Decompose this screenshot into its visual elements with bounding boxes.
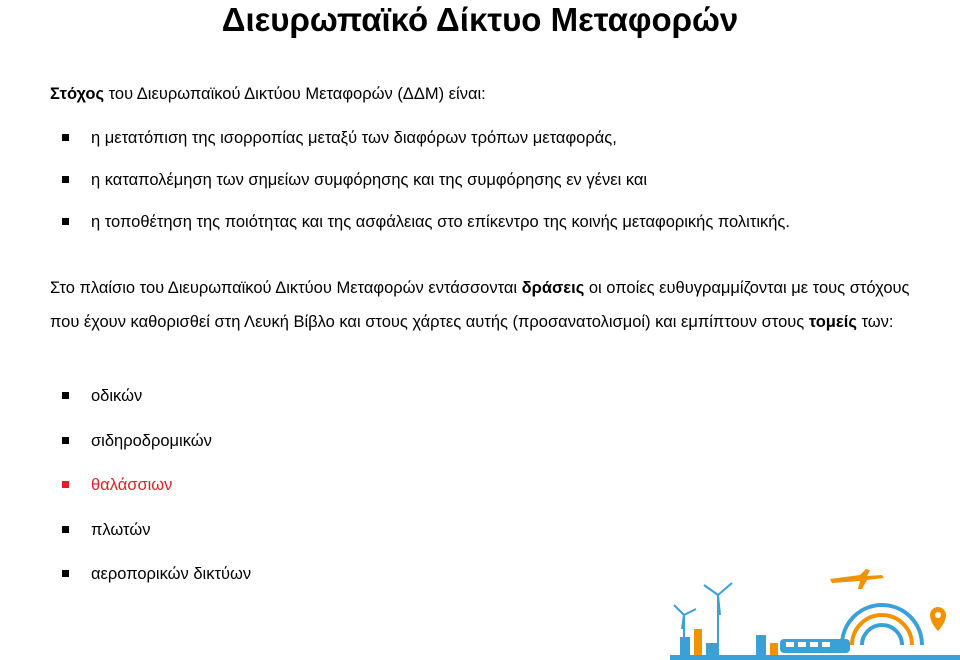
sector-label: σιδηροδρομικών (91, 431, 212, 450)
goal-item (62, 166, 822, 195)
square-bullet-icon (62, 392, 69, 399)
intro-line (50, 82, 486, 106)
train-icon (780, 639, 850, 653)
square-bullet-icon (62, 481, 69, 488)
square-bullet-icon (62, 176, 69, 183)
square-bullet-icon (62, 570, 69, 577)
sector-item-road (62, 382, 251, 411)
actions-paragraph (50, 271, 910, 339)
paragraph-part2: οι οποίες ευθυγραμμίζονται με τους στόχους που έχουν καθορισθεί στη Λευκή Βίβλο και στους χάρτες αυτής (προσανατολισμοί) και εμπίπτουν στους (50, 279, 910, 331)
page-title: Διευρωπαϊκό Δίκτυο Μεταφορών (221, 1, 739, 38)
square-bullet-icon (62, 134, 69, 141)
sectors-list (62, 382, 251, 605)
goal-item (62, 124, 822, 153)
transport-illustration (660, 565, 960, 660)
paragraph-part1: Στο πλαίσιο του Διευρωπαϊκού Δικτύου Μεταφορών εντάσσονται (50, 279, 522, 297)
paragraph-bold-sectors: τομείς (808, 313, 857, 331)
square-bullet-icon (62, 218, 69, 225)
signal-arcs-icon (842, 605, 922, 645)
goal-text: η τοποθέτηση της ποιότητας και της ασφάλειας στο επίκεντρο της κοινής μεταφορικής πολιτικής. (91, 213, 790, 231)
goal-text: η καταπολέμηση των σημείων συμφόρησης και της συμφόρησης εν γένει και (91, 171, 648, 189)
sector-item-inland-waterway (62, 516, 251, 545)
sector-label: οδικών (91, 387, 143, 405)
sector-label: πλωτών (91, 520, 151, 539)
sector-label: αεροπορικών δικτύων (91, 565, 252, 583)
paragraph-bold-actions: δράσεις (521, 279, 585, 297)
sector-item-air (62, 560, 251, 589)
intro-bold-lead: Στόχος (50, 85, 105, 103)
sector-item-maritime (62, 471, 251, 500)
goal-item (62, 208, 822, 237)
goals-list (62, 124, 822, 237)
intro-text: του Διευρωπαϊκού Δικτύου Μεταφορών (ΔΔΜ) είναι: (104, 85, 486, 103)
airplane-icon (830, 569, 884, 589)
sector-item-rail (62, 427, 251, 456)
square-bullet-icon (62, 437, 69, 444)
paragraph-part3: των: (856, 313, 894, 331)
location-pin-icon (930, 607, 946, 631)
goal-text: η μετατόπιση της ισορροπίας μεταξύ των διαφόρων τρόπων μεταφοράς, (91, 129, 617, 147)
ground-line (670, 655, 960, 660)
sector-label: θαλάσσιων (91, 476, 173, 494)
square-bullet-icon (62, 526, 69, 533)
